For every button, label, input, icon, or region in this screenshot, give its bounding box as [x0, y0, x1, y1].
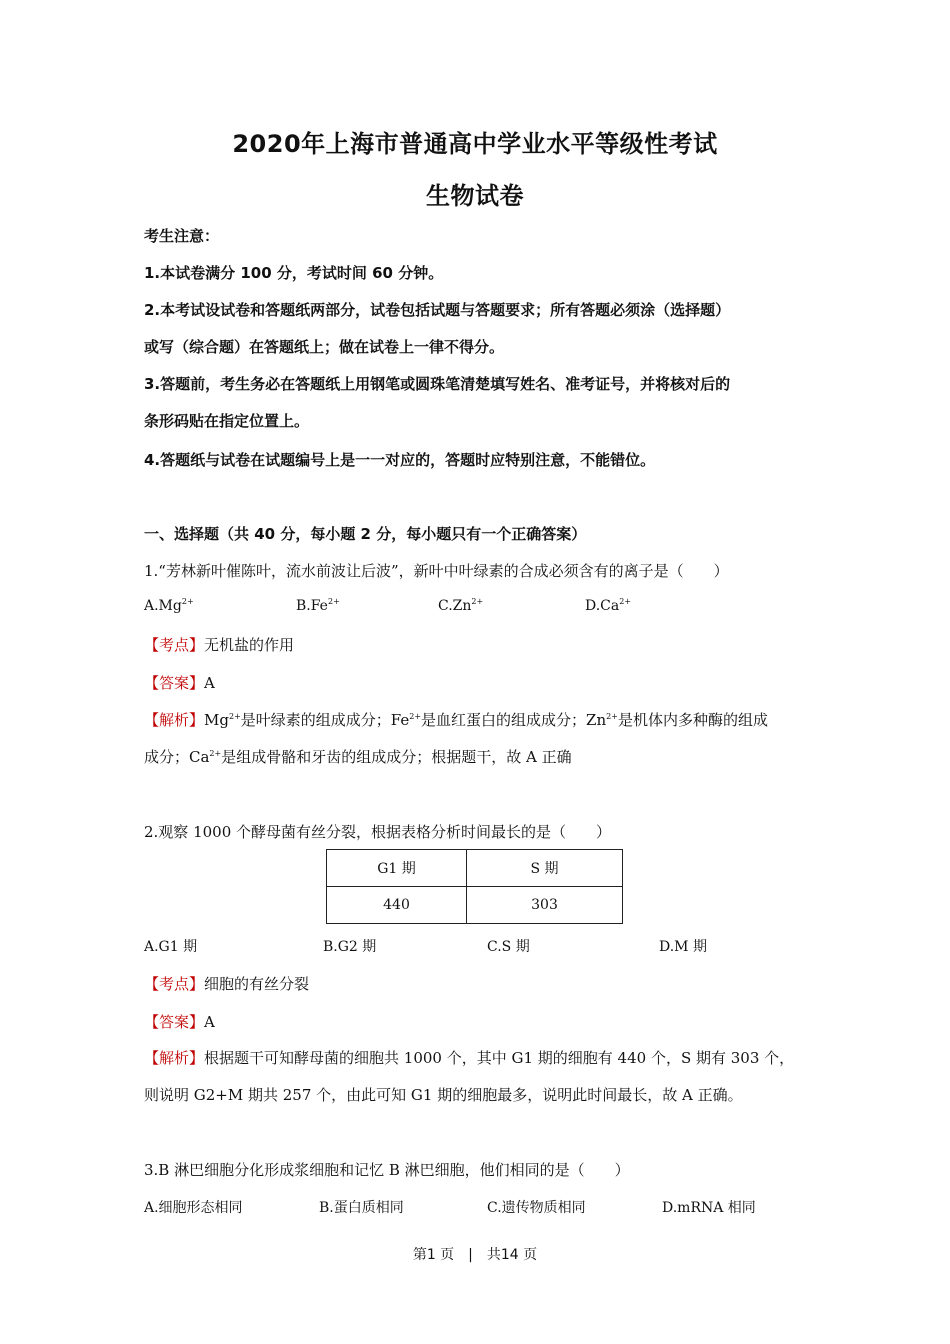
q1-analysis-line1: 【解析】$Mg^{2+}$是叶绿素的组成成分；$Fe^{2+}$是血红蛋白的组成成分；$Zn^{2+}$是机体内多种酶的组成 — [144, 711, 768, 729]
q2-answer: 【答案】A — [144, 1013, 215, 1031]
notice-item-2: 2.本考试设试卷和答题纸两部分，试卷包括试题与答题要求；所有答题必须涂（选择题） — [144, 301, 731, 319]
q3-option-a: A.细胞形态相同 — [144, 1200, 243, 1216]
q2-analysis-line2: 则说明 G2+M 期共 257 个，由此可知 G1 期的细胞最多，说明此时间最长，故 A 正确。 — [144, 1086, 743, 1104]
q2-stem: 2.观察 1000 个酵母菌有丝分裂，根据表格分析时间最长的是（ ） — [144, 823, 612, 841]
q2-option-b: B.G2 期 — [323, 939, 377, 955]
answer-label: 【答案】 — [144, 1013, 205, 1031]
notice-item-3-cont: 条形码贴在指定位置上。 — [144, 412, 310, 430]
notice-item-2-cont: 或写（综合题）在答题纸上；做在试卷上一律不得分。 — [144, 338, 505, 356]
notice-item-3: 3.答题前，考生务必在答题纸上用钢笔或圆珠笔清楚填写姓名、准考证号，并将核对后的 — [144, 375, 731, 393]
q1-analysis-line2: 成分；$Ca^{2+}$是组成骨骼和牙齿的组成成分；根据题干，故 A 正确 — [144, 748, 572, 766]
paper-subtitle: 生物试卷 — [426, 182, 524, 210]
q3-option-b: B.蛋白质相同 — [319, 1200, 404, 1216]
notice-heading: 考生注意： — [144, 227, 220, 245]
q3-stem: 3.B 淋巴细胞分化形成浆细胞和记忆 B 淋巴细胞，他们相同的是（ ） — [144, 1161, 630, 1179]
q1-stem: 1.“芳林新叶催陈叶，流水前波让后波”，新叶中叶绿素的合成必须含有的离子是（ ） — [144, 562, 729, 580]
q2-analysis-line1: 【解析】根据题干可知酵母菌的细胞共 1000 个，其中 G1 期的细胞有 440 个，S 期有 303 个， — [144, 1049, 795, 1067]
q2-option-d: D.M 期 — [659, 939, 707, 955]
q2-table — [326, 849, 623, 924]
analysis-label: 【解析】 — [144, 711, 205, 729]
q1-option-a: $A.Mg^{2+}$ — [144, 597, 194, 614]
q1-kaodian: 【考点】无机盐的作用 — [144, 636, 295, 654]
q1-option-c: $C.Zn^{2+}$ — [438, 597, 484, 614]
notice-item-1: 1.本试卷满分 100 分，考试时间 60 分钟。 — [144, 264, 444, 282]
q2-option-c: C.S 期 — [487, 939, 530, 955]
page-footer: 第1 页 | 共14 页 — [412, 1247, 538, 1263]
q1-answer: 【答案】A — [144, 674, 215, 692]
table-row — [327, 887, 623, 924]
q1-option-b: $B.Fe^{2+}$ — [296, 597, 340, 614]
q3-option-d: D.mRNA 相同 — [662, 1200, 756, 1216]
table-row — [327, 850, 623, 887]
q2-kaodian: 【考点】细胞的有丝分裂 — [144, 975, 310, 993]
q2-option-a: A.G1 期 — [144, 939, 198, 955]
analysis-label: 【解析】 — [144, 1049, 205, 1067]
answer-label: 【答案】 — [144, 674, 205, 692]
table-header-g1: G1 期 — [327, 850, 467, 887]
section-heading: 一、选择题（共 40 分，每小题 2 分，每小题只有一个正确答案） — [144, 525, 587, 543]
paper-title: 2020年上海市普通高中学业水平等级性考试 — [232, 130, 718, 158]
notice-item-4: 4.答题纸与试卷在试题编号上是一一对应的，答题时应特别注意，不能错位。 — [144, 451, 656, 469]
table-value-g1: 440 — [327, 887, 467, 924]
kaodian-label: 【考点】 — [144, 636, 205, 654]
q1-option-d: $D.Ca^{2+}$ — [585, 597, 632, 614]
kaodian-label: 【考点】 — [144, 975, 205, 993]
q3-option-c: C.遗传物质相同 — [487, 1200, 586, 1216]
table-value-s: 303 — [467, 887, 623, 924]
table-header-s: S 期 — [467, 850, 623, 887]
